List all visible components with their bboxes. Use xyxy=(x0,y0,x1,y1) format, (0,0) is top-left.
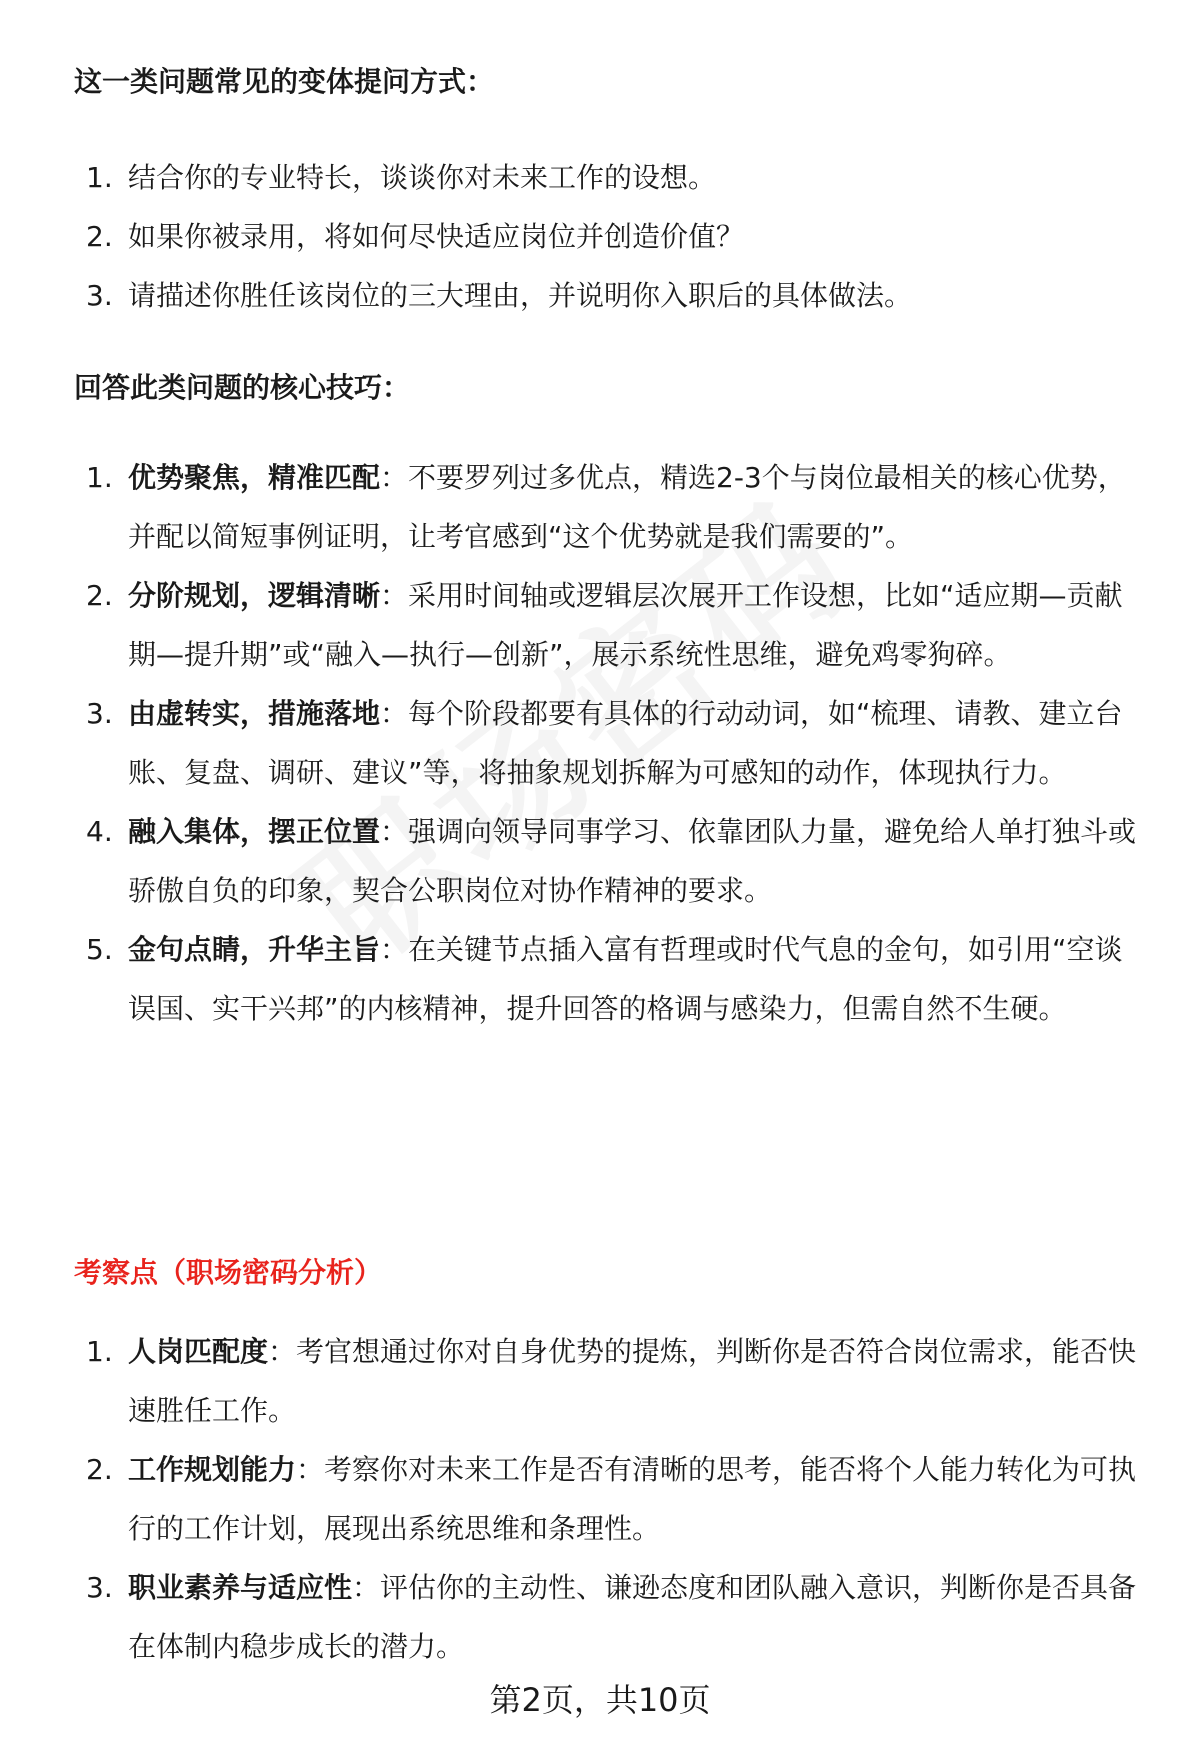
item-keyword: 分阶规划，逻辑清晰 xyxy=(128,579,381,612)
item-text xyxy=(128,448,1143,566)
item-text: 结合你的专业特长，谈谈你对未来工作的设想。 xyxy=(128,161,717,194)
item-text xyxy=(128,1440,1143,1558)
variants-list xyxy=(0,148,1200,325)
item-keyword: 优势聚焦，精准匹配 xyxy=(128,461,381,494)
item-text xyxy=(128,1322,1143,1440)
section-assessment-title: 考察点（职场密码分析） xyxy=(74,1256,383,1289)
item-detail: ：考察你对未来工作是否有清晰的思考，能否将个人能力转化为可执行的工作计划，展现出系统思维和条理性。 xyxy=(128,1453,1137,1545)
item-number: 1. xyxy=(86,461,113,494)
list-item xyxy=(0,448,1200,566)
item-text: 请描述你胜任该岗位的三大理由，并说明你入职后的具体做法。 xyxy=(128,279,913,312)
item-text xyxy=(128,1558,1143,1676)
section-tips-title: 回答此类问题的核心技巧： xyxy=(74,371,411,404)
item-number: 2. xyxy=(86,579,113,612)
item-text xyxy=(128,920,1143,1038)
list-item xyxy=(0,1558,1200,1676)
item-detail: ：每个阶段都要有具体的行动动词，如“梳理、请教、建立台账、复盘、调研、建议”等，将抽象规划拆解为可感知的动作，体现执行力。 xyxy=(128,697,1123,789)
assessment-list xyxy=(0,1322,1200,1676)
item-keyword: 融入集体，摆正位置 xyxy=(128,815,381,848)
item-keyword: 工作规划能力 xyxy=(128,1453,297,1486)
section-variants-title: 这一类问题常见的变体提问方式： xyxy=(74,65,495,98)
item-number: 3. xyxy=(86,697,113,730)
list-item xyxy=(0,566,1200,684)
item-keyword: 金句点睛，升华主旨 xyxy=(128,933,381,966)
item-detail: ：在关键节点插入富有哲理或时代气息的金句，如引用“空谈误国、实干兴邦”的内核精神，提升回答的格调与感染力，但需自然不生硬。 xyxy=(128,933,1123,1025)
item-keyword: 人岗匹配度 xyxy=(128,1335,269,1368)
item-keyword: 由虚转实，措施落地 xyxy=(128,697,381,730)
item-number: 2. xyxy=(86,220,113,253)
item-number: 1. xyxy=(86,161,113,194)
item-detail: ：评估你的主动性、谦逊态度和团队融入意识，判断你是否具备在体制内稳步成长的潜力。 xyxy=(128,1571,1137,1663)
item-text xyxy=(128,566,1143,684)
item-detail: ：不要罗列过多优点，精选2-3个与岗位最相关的核心优势，并配以简短事例证明，让考官感到“这个优势就是我们需要的”。 xyxy=(128,461,1126,553)
item-number: 3. xyxy=(86,1571,113,1604)
list-item xyxy=(0,266,1200,325)
item-detail: ：采用时间轴或逻辑层次展开工作设想，比如“适应期—贡献期—提升期”或“融入—执行—创新”，展示系统性思维，避免鸡零狗碎。 xyxy=(128,579,1123,671)
item-number: 5. xyxy=(86,933,113,966)
item-text xyxy=(128,802,1143,920)
item-detail: ：强调向领导同事学习、依靠团队力量，避免给人单打独斗或骄傲自负的印象，契合公职岗位对协作精神的要求。 xyxy=(128,815,1137,907)
item-text xyxy=(128,684,1143,802)
list-item xyxy=(0,207,1200,266)
tips-list xyxy=(0,448,1200,1038)
item-number: 2. xyxy=(86,1453,113,1486)
page-number: 第2页，共10页 xyxy=(489,1681,711,1719)
item-number: 3. xyxy=(86,279,113,312)
item-text: 如果你被录用，将如何尽快适应岗位并创造价值？ xyxy=(128,220,745,253)
list-item xyxy=(0,920,1200,1038)
item-number: 4. xyxy=(86,815,113,848)
item-number: 1. xyxy=(86,1335,113,1368)
list-item xyxy=(0,802,1200,920)
list-item xyxy=(0,148,1200,207)
list-item xyxy=(0,1440,1200,1558)
item-keyword: 职业素养与适应性 xyxy=(128,1571,353,1604)
list-item xyxy=(0,1322,1200,1440)
list-item xyxy=(0,684,1200,802)
item-detail: ：考官想通过你对自身优势的提炼，判断你是否符合岗位需求，能否快速胜任工作。 xyxy=(128,1335,1137,1427)
